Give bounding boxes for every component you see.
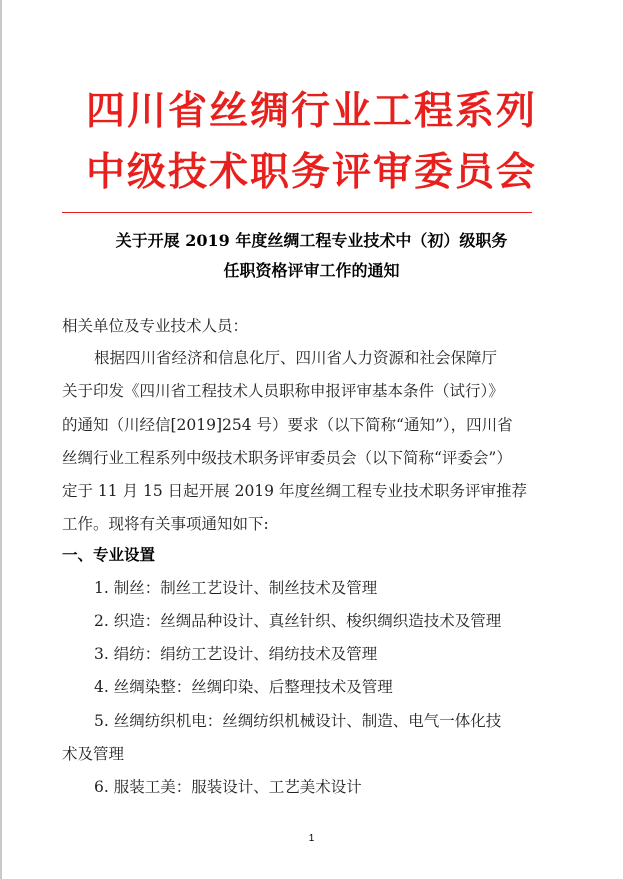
salutation: 相关单位及专业技术人员： [62, 317, 249, 335]
list-item: 4. 丝绸染整：丝绸印染、后整理技术及管理 [94, 678, 393, 696]
intro-line: 工作。现将有关事项通知如下: [62, 515, 269, 533]
list-item: 2. 织造：丝绸品种设计、真丝针织、梭织绸织造技术及管理 [94, 612, 502, 630]
list-item: 6. 服装工美：服装设计、工艺美术设计 [94, 778, 362, 796]
list-item: 3. 绢纺：绢纺工艺设计、绢纺技术及管理 [94, 645, 378, 663]
section-heading: 一、专业设置 [62, 546, 156, 564]
list-item: 1. 制丝：制丝工艺设计、制丝技术及管理 [94, 579, 378, 597]
notice-title-line2: 任职资格评审工作的通知 [223, 261, 400, 280]
intro-line: 定于 11 月 15 日起开展 2019 年度丝绸工程专业技术职务评审推荐 [62, 482, 527, 500]
org-title-line2: 中级技术职务评审委员会 [85, 149, 537, 195]
intro-line: 关于印发《四川省工程技术人员职称申报评审基本条件（试行）》 [62, 382, 504, 400]
org-title-line1: 四川省丝绸行业工程系列 [85, 88, 537, 134]
notice-title-line1: 关于开展 2019 年度丝绸工程专业技术中（初）级职务 [115, 231, 508, 250]
list-item: 5. 丝绸纺织机电：丝绸纺织机械设计、制造、电气一体化技 [94, 712, 502, 730]
intro-line: 根据四川省经济和信息化厅、四川省人力资源和社会保障厅 [94, 349, 498, 367]
page-number: 1 [308, 833, 315, 844]
list-item-continuation: 术及管理 [62, 745, 125, 763]
intro-line: 丝绸行业工程系列中级技术职务评审委员会（以下简称“评委会”） [62, 449, 512, 467]
intro-line: 的通知（川经信[2019]254 号）要求（以下简称“通知”），四川省 [62, 416, 513, 434]
header-divider [62, 212, 532, 213]
